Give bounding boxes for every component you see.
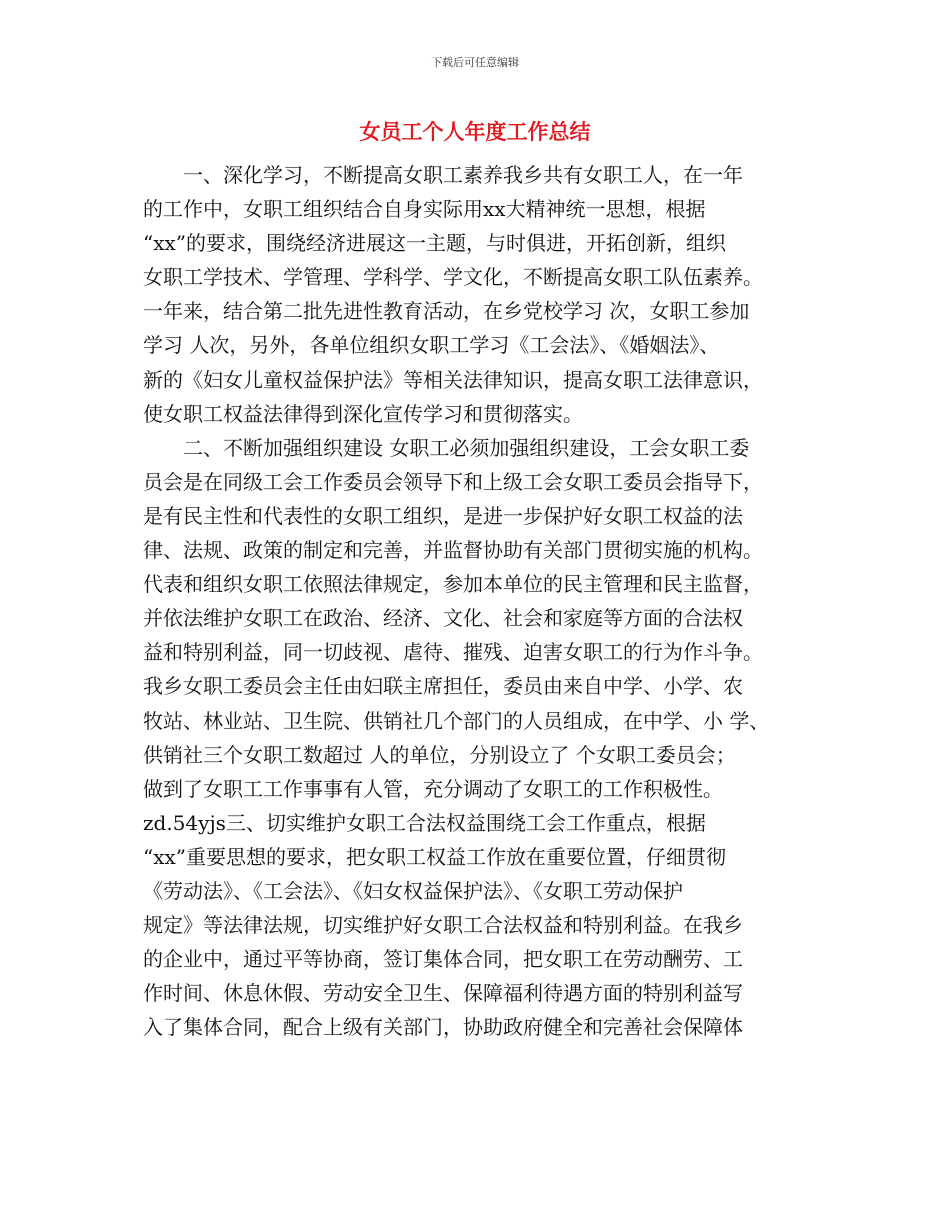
body-line: 员会是在同级工会工作委员会领导下和上级工会女职工委员会指导下， [143, 469, 763, 494]
body-line: 做到了女职工工作事事有人管，充分调动了女职工的工作积极性。 [143, 776, 723, 801]
body-line: 一、深化学习，不断提高女职工素养我乡共有女职工人，在一年 [143, 163, 743, 187]
body-line: 是有民主性和代表性的女职工组织，是进一步保护好女职工权益的法 [143, 503, 743, 528]
document-title: 女员工个人年度工作总结 [359, 120, 591, 144]
body-line: 入了集体合同，配合上级有关部门，协助政府健全和完善社会保障体 [143, 1015, 743, 1040]
body-line: 规定》等法律法规，切实维护好女职工合法权益和特别利益。在我乡 [143, 913, 743, 938]
body-line: 益和特别利益，同一切歧视、虐待、摧残、迫害女职工的行为作斗争。 [143, 640, 763, 665]
body-line: 学习 人次，另外，各单位组织女职工学习《工会法》、《婚姻法》、 [143, 333, 720, 358]
body-line: “xx”重要思想的要求，把女职工权益工作放在重要位置，仔细贯彻 [143, 844, 727, 869]
body-line: 作时间、休息休假、劳动安全卫生、保障福利待遇方面的特别利益写 [143, 981, 743, 1006]
body-line: 一年来，结合第二批先进性教育活动，在乡党校学习 次，女职工参加 [143, 299, 750, 324]
body-line: 的企业中，通过平等协商，签订集体合同，把女职工在劳动酬劳、工 [143, 947, 743, 972]
document-body [143, 158, 833, 1044]
body-line: 代表和组织女职工依照法律规定，参加本单位的民主管理和民主监督， [143, 572, 763, 597]
body-line: 的工作中，女职工组织结合自身实际用xx大精神统一思想，根据 [143, 197, 706, 222]
body-line: 使女职工权益法律得到深化宣传学习和贯彻落实。 [143, 401, 583, 426]
body-line: zd.54yjs三、切实维护女职工合法权益围绕工会工作重点，根据 [143, 810, 706, 835]
body-line: 牧站、林业站、卫生院、供销社几个部门的人员组成，在中学、小 学、 [143, 708, 770, 733]
body-line: 律、法规、政策的制定和完善，并监督协助有关部门贯彻实施的机构。 [143, 538, 763, 563]
body-line: 新的《妇女儿童权益保护法》等相关法律知识，提高女职工法律意识， [143, 367, 763, 392]
header-note: 下载后可任意编辑 [431, 56, 519, 69]
body-line: 我乡女职工委员会主任由妇联主席担任，委员由来自中学、小学、农 [143, 674, 743, 699]
body-line: 供销社三个女职工数超过 人的单位，分别设立了 个女职工委员会； [143, 742, 736, 767]
body-line: 《劳动法》、《工会法》、《妇女权益保护法》、《女职工劳动保护 [143, 878, 683, 903]
body-line: “xx”的要求，围绕经济进展这一主题，与时俱进，开拓创新，组织 [143, 231, 727, 256]
body-line: 二、不断加强组织建设 女职工必须加强组织建设，工会女职工委 [143, 435, 750, 460]
body-line: 并依法维护女职工在政治、经济、文化、社会和家庭等方面的合法权 [143, 606, 743, 631]
body-line: 女职工学技术、学管理、学科学、学文化，不断提高女职工队伍素养。 [143, 265, 763, 290]
